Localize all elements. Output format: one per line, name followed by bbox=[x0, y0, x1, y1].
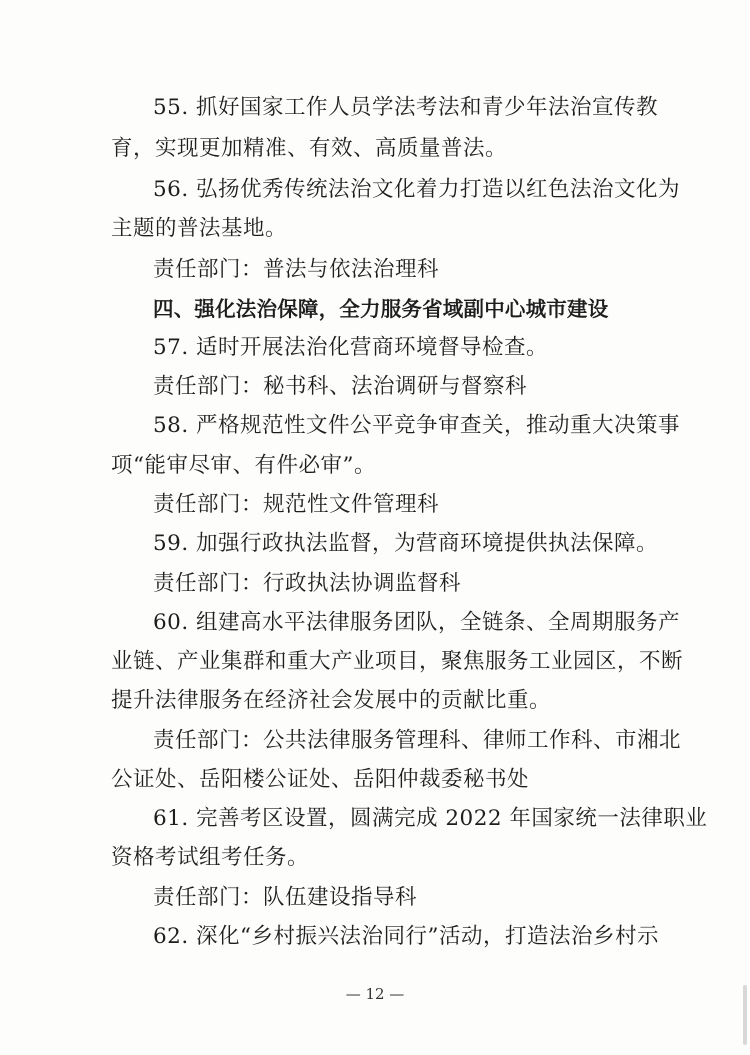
text-line-item-57: 57. 适时开展法治化营商环境督导检查。 bbox=[153, 335, 549, 360]
text-line-item-61-cont: 资格考试组考任务。 bbox=[111, 845, 310, 870]
responsible-dept-line: 责任部门：公共法律服务管理科、律师工作科、市湘北 bbox=[153, 728, 682, 753]
responsible-dept-line: 责任部门：普法与依法治理科 bbox=[153, 257, 440, 282]
responsible-dept-line: 责任部门：秘书科、法治调研与督察科 bbox=[153, 374, 528, 399]
text-line-item-56: 56. 弘扬优秀传统法治文化着力打造以红色法治文化为 bbox=[153, 177, 681, 202]
text-line-item-56-cont: 主题的普法基地。 bbox=[111, 216, 288, 241]
text-line-item-62: 62. 深化“乡村振兴法治同行”活动，打造法治乡村示 bbox=[153, 924, 660, 949]
text-line-item-59: 59. 加强行政执法监督，为营商环境提供执法保障。 bbox=[153, 531, 659, 556]
page-number: — 12 — bbox=[345, 985, 405, 1003]
section-heading: 四、强化法治保障，全力服务省域副中心城市建设 bbox=[153, 297, 609, 321]
text-line-item-58: 58. 严格规范性文件公平竞争审查关，推动重大决策事 bbox=[153, 413, 681, 438]
text-line-item-55: 55. 抓好国家工作人员学法考法和青少年法治宣传教 bbox=[153, 95, 659, 120]
scrollbar-track[interactable] bbox=[742, 0, 750, 1055]
text-line-item-60: 60. 组建高水平法律服务团队，全链条、全周期服务产 bbox=[153, 610, 681, 635]
text-line-item-60-cont: 提升法律服务在经济社会发展中的贡献比重。 bbox=[111, 688, 552, 713]
text-line-item-60-cont: 业链、产业集群和重大产业项目，聚焦服务工业园区，不断 bbox=[111, 649, 684, 674]
text-line-item-58-cont: 项“能审尽审、有件必审”。 bbox=[111, 453, 376, 478]
responsible-dept-line: 责任部门：规范性文件管理科 bbox=[153, 492, 440, 517]
text-line-item-55-cont: 育，实现更加精准、有效、高质量普法。 bbox=[111, 136, 508, 161]
responsible-dept-line-cont: 公证处、岳阳楼公证处、岳阳仲裁委秘书处 bbox=[111, 767, 530, 792]
scrollbar-thumb[interactable] bbox=[743, 985, 747, 1045]
responsible-dept-line: 责任部门：队伍建设指导科 bbox=[153, 885, 418, 910]
text-line-item-61: 61. 完善考区设置，圆满完成 2022 年国家统一法律职业 bbox=[153, 806, 708, 831]
responsible-dept-line: 责任部门：行政执法协调监督科 bbox=[153, 571, 462, 596]
